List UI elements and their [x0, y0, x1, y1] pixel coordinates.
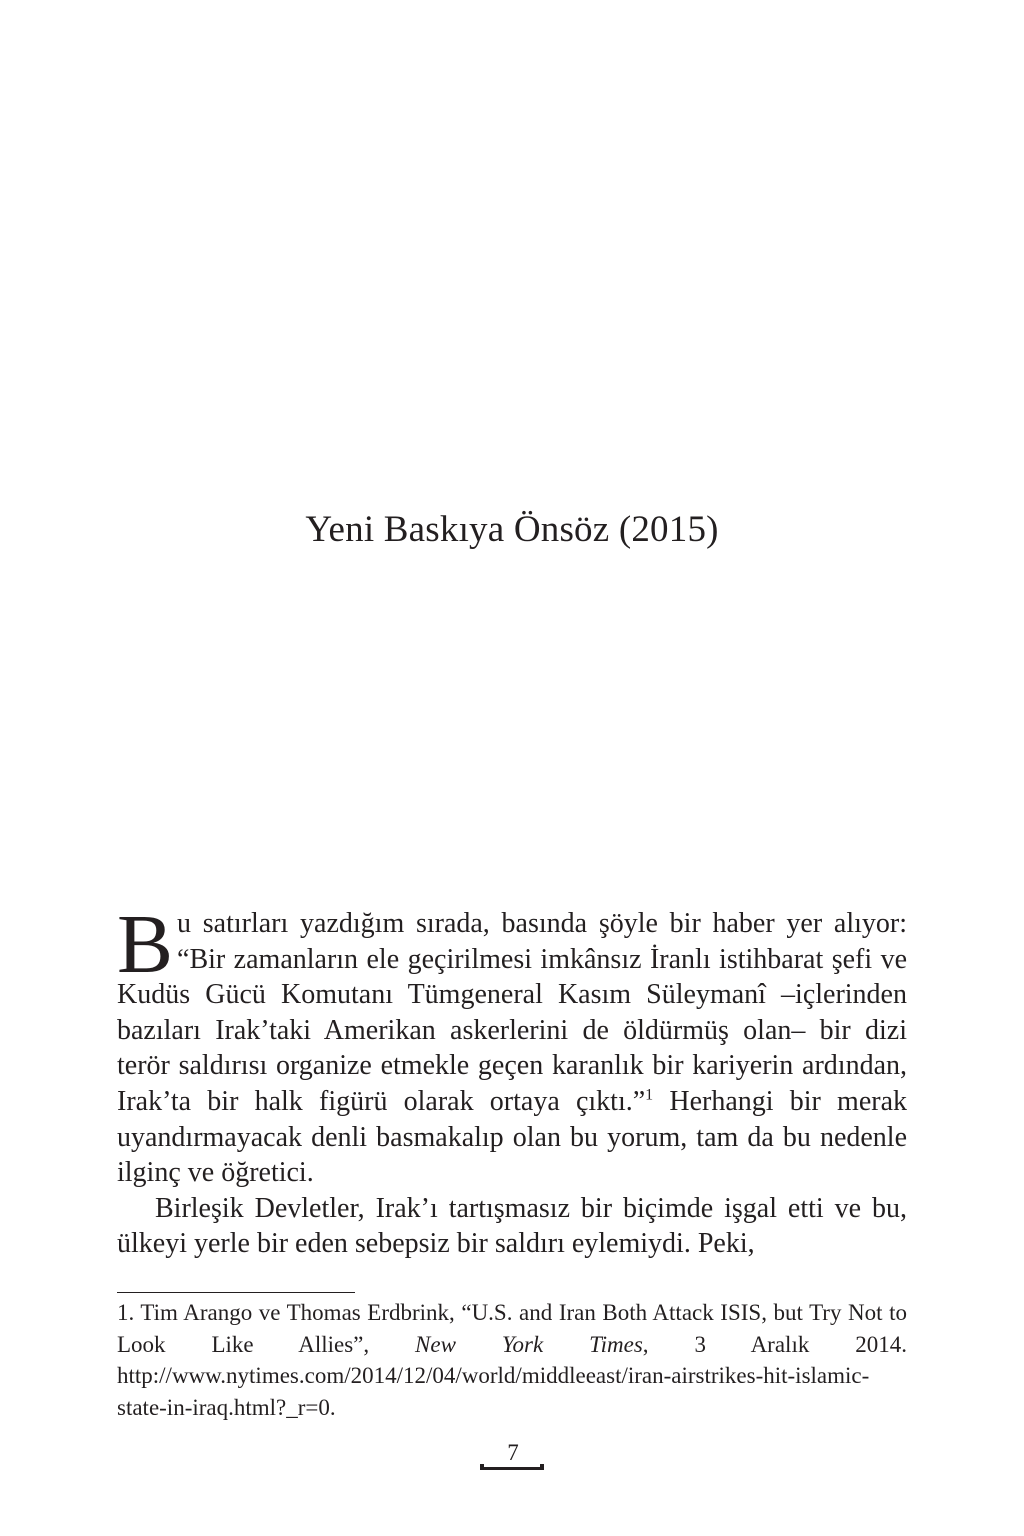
- chapter-title: Yeni Baskıya Önsöz (2015): [305, 509, 719, 550]
- body-text: [117, 898, 907, 1262]
- folio-bracket: [480, 1464, 544, 1470]
- footnote-publication: New York Times: [415, 1331, 643, 1357]
- paragraph-1-text: u satırları yazdığım sırada, basında şöyle bir haber yer alıyor: “Bir zamanların ele geçirilmesi imkânsız İranlı istihbarat şefi ve Kudüs Gücü Komutanı Tümgeneral Kasım Süleymanî –içlerinden bazıları Irak’taki Amerikan askerlerini de öldürmüş olan– bir dizi terör saldırısı organize etmekle geçen karanlık bir kariyerin ardından, Irak’ta bir halk figürü olarak ortaya çıktı.”: [117, 908, 907, 1117]
- page-number: 7: [507, 1440, 519, 1465]
- footnote-text-end: , 3 Aralık 2014. http://www.nytimes.com/2014/12/04/world/middleeast/iran-airstrikes-hit-islamic-state-in-iraq.html?_r=0.: [117, 1331, 907, 1420]
- paragraph-2: Birleşik Devletler, Irak’ı tartışmasız bir biçimde işgal etti ve bu, ülkeyi yerle bir eden sebepsiz bir saldırı eylemiydi. Peki,: [117, 1192, 907, 1260]
- paragraph-1-continuation: Herhangi bir merak uyandırmayacak denli basmakalıp olan bu yorum, tam da bu nedenle ilginç ve öğretici.: [117, 1085, 907, 1189]
- footnote-separator: [117, 1292, 355, 1293]
- drop-cap: B: [117, 898, 174, 991]
- footnote: [117, 1297, 907, 1423]
- footnote-number: 1.: [117, 1300, 135, 1325]
- footnote-reference[interactable]: 1: [645, 1086, 654, 1104]
- footnote-text: Tim Arango ve Thomas Erdbrink, “U.S. and Iran Both Attack ISIS, but Try Not to Look Like Allies”,: [117, 1300, 907, 1357]
- paragraph-1: [117, 898, 907, 1191]
- folio: [478, 1440, 548, 1474]
